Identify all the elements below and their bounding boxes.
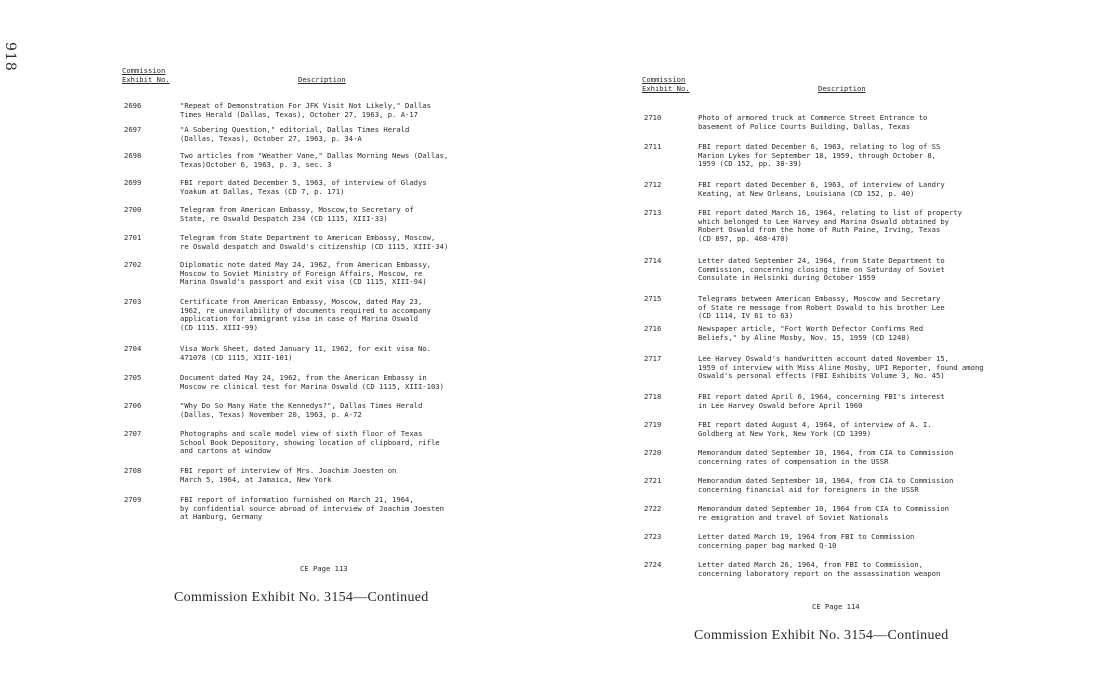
exhibit-description xyxy=(698,209,1022,243)
exhibit-description xyxy=(698,181,1022,198)
description-line: Memorandum dated September 10, 1964, from CIA to Commission xyxy=(698,448,954,457)
description-line: Telegram from American Embassy, Moscow,to Secretary of xyxy=(180,205,414,214)
exhibit-number: 2722 xyxy=(644,504,662,513)
exhibit-number: 2712 xyxy=(644,180,662,189)
page-number: 918 xyxy=(2,42,18,72)
description-line: Letter dated March 19, 1964 from FBI to Commission xyxy=(698,532,915,541)
exhibit-description xyxy=(698,505,1022,522)
exhibit-number: 2701 xyxy=(124,233,142,242)
description-line: FBI report of interview of Mrs. Joachim Joesten on xyxy=(180,466,397,475)
description-line: (CD 1115. XIII-99) xyxy=(180,322,258,332)
description-line: re emigration and travel of Soviet Nationals xyxy=(698,512,889,522)
left-page xyxy=(122,66,482,522)
description-line: Two articles from "Weather Vane," Dallas Morning News (Dallas, xyxy=(180,151,449,160)
exhibit-number: 2704 xyxy=(124,344,142,353)
description-line: Photo of armored truck at Commerce Street Entrance to xyxy=(698,113,928,122)
description-line: Document dated May 24, 1962, from the American Embassy in xyxy=(180,373,427,382)
description-line: in Lee Harvey Oswald before April 1960 xyxy=(698,400,863,410)
description-line: concerning financial aid for foreigners in the USSR xyxy=(698,484,919,494)
exhibit-description xyxy=(180,152,480,169)
exhibit-number: 2717 xyxy=(644,354,662,363)
exhibit-description xyxy=(180,496,480,522)
exhibit-description xyxy=(698,561,1022,578)
description-line: Robert Oswald from the home of Ruth Paine, Irving, Texas xyxy=(698,225,941,235)
exhibit-number: 2706 xyxy=(124,401,142,410)
heading-line-2: Exhibit No. xyxy=(642,84,690,93)
exhibit-number-heading xyxy=(642,75,690,93)
description-line: 1959 of interview with Miss Aline Mosby, UPI Reporter, found among xyxy=(698,362,984,372)
description-line: Beliefs," by Aline Mosby, Nov. 15, 1959 (CD 1240) xyxy=(698,332,911,342)
exhibit-description xyxy=(180,467,480,484)
left-caption: Commission Exhibit No. 3154—Continued xyxy=(174,590,429,605)
heading-line-2: Exhibit No. xyxy=(122,75,170,84)
exhibit-description xyxy=(180,298,480,332)
description-line: Keating, at New Orleans, Louisiana (CD 152, p. 40) xyxy=(698,188,915,198)
description-line: March 5, 1964, at Jamaica, New York xyxy=(180,474,332,484)
exhibit-description xyxy=(180,179,480,196)
exhibit-number: 2696 xyxy=(124,101,142,110)
exhibit-number: 2719 xyxy=(644,420,662,429)
exhibit-description xyxy=(698,421,1022,438)
exhibit-description xyxy=(180,261,480,287)
description-line: FBI report dated December 6, 1963, relating to log of SS xyxy=(698,142,941,151)
exhibit-description xyxy=(180,430,480,456)
exhibit-description xyxy=(180,102,480,119)
heading-line-1: Commission xyxy=(122,66,166,75)
exhibit-description xyxy=(180,126,480,143)
exhibit-description xyxy=(180,374,480,391)
description-heading: Description xyxy=(818,84,866,93)
description-line: Memorandum dated September 10, 1964, from CIA to Commission xyxy=(698,476,954,485)
exhibit-description xyxy=(698,393,1022,410)
description-line: Diplomatic note dated May 24, 1962, from American Embassy, xyxy=(180,260,431,269)
description-line: Goldberg at New York, New York (CD 1399) xyxy=(698,428,872,438)
description-line: concerning paper bag marked Q-10 xyxy=(698,540,837,550)
exhibit-description xyxy=(698,533,1022,550)
description-line: "Repeat of Demonstration For JFK Visit Not Likely," Dallas xyxy=(180,101,431,110)
description-line: Moscow to Soviet Ministry of Foreign Affairs, Moscow, re xyxy=(180,268,423,278)
description-line: Memorandum dated September 10, 1964 from CIA to Commission xyxy=(698,504,949,513)
description-line: State, re Oswald Despatch 234 (CD 1115, XIII-33) xyxy=(180,213,388,223)
description-line: by confidential source abroad of interview of Joachim Joesten xyxy=(180,503,444,513)
description-line: Telegram from State Department to American Embassy, Moscow, xyxy=(180,233,436,242)
description-line: Letter dated March 26, 1964, from FBI to Commission, xyxy=(698,560,924,569)
exhibit-number: 2715 xyxy=(644,294,662,303)
exhibit-number: 2703 xyxy=(124,297,142,306)
exhibit-number: 2708 xyxy=(124,466,142,475)
exhibit-description xyxy=(698,449,1022,466)
description-line: at Hamburg, Germany xyxy=(180,512,263,522)
exhibit-number: 2723 xyxy=(644,532,662,541)
exhibit-number: 2711 xyxy=(644,142,662,151)
description-line: Certificate from American Embassy, Moscow, dated May 23, xyxy=(180,297,423,306)
description-line: basement of Police Courts Building, Dallas, Texas xyxy=(698,121,911,131)
exhibit-number: 2705 xyxy=(124,373,142,382)
description-line: of State re message from Robert Oswald to his brother Lee xyxy=(698,302,945,312)
description-line: FBI report dated April 6, 1964, concerning FBI's interest xyxy=(698,392,945,401)
exhibit-number: 2718 xyxy=(644,392,662,401)
right-column-header xyxy=(642,75,1022,107)
description-line: (CD 897, pp. 468-470) xyxy=(698,233,789,243)
description-line: Telegrams between American Embassy, Moscow and Secretary xyxy=(698,294,941,303)
exhibit-description xyxy=(180,234,480,251)
description-line: Newspaper article, "Fort Worth Defector Confirms Red xyxy=(698,324,924,333)
heading-line-1: Commission xyxy=(642,75,686,84)
right-page xyxy=(642,75,1022,578)
exhibit-description xyxy=(698,325,1022,342)
exhibit-number: 2713 xyxy=(644,208,662,217)
description-line: Commission, concerning closing time on Saturday of Soviet xyxy=(698,264,945,274)
description-line: (Dallas, Texas) November 20, 1963, p. A-72 xyxy=(180,409,362,419)
description-line: re Oswald despatch and Oswald's citizenship (CD 1115, XIII-34) xyxy=(180,241,449,251)
description-line: School Book Depository, showing location of clipboard, rifle xyxy=(180,437,440,447)
description-line: Oswald's personal effects (FBI Exhibits Volume 3, No. 45) xyxy=(698,371,945,381)
description-line: Lee Harvey Oswald's handwritten account dated November 15, xyxy=(698,354,949,363)
exhibit-description xyxy=(698,257,1022,283)
exhibit-description xyxy=(180,206,480,223)
exhibit-description xyxy=(180,402,480,419)
exhibit-number: 2700 xyxy=(124,205,142,214)
description-line: FBI report dated December 6, 1963, of interview of Landry xyxy=(698,180,945,189)
exhibit-number: 2702 xyxy=(124,260,142,269)
description-line: concerning rates of compensation in the USSR xyxy=(698,456,889,466)
exhibit-number: 2707 xyxy=(124,429,142,438)
description-line: Marina Oswald's passport and exit visa (CD 1115, XIII-94) xyxy=(180,277,427,287)
right-ce-page: CE Page 114 xyxy=(812,602,860,611)
description-line: Marion Lykes for September 18, 1959, through October 8, xyxy=(698,150,936,160)
exhibit-number: 2721 xyxy=(644,476,662,485)
exhibit-number-heading xyxy=(122,66,170,84)
description-line: FBI report dated December 5, 1963, of interview of Gladys xyxy=(180,178,427,187)
description-line: "Why Do So Many Hate the Kennedys?", Dallas Times Herald xyxy=(180,401,423,410)
exhibit-number: 2716 xyxy=(644,324,662,333)
exhibit-number: 2697 xyxy=(124,125,142,134)
description-line: 1959 (CD 152, pp. 38-39) xyxy=(698,159,802,169)
exhibit-number: 2720 xyxy=(644,448,662,457)
description-line: Moscow re clinical test for Marina Oswald (CD 1115, XIII-103) xyxy=(180,381,444,391)
exhibit-number: 2699 xyxy=(124,178,142,187)
description-line: application for immigrant visa in case of Marina Oswald xyxy=(180,314,418,324)
exhibit-description xyxy=(698,355,1022,381)
description-line: which belonged to Lee Harvey and Marina Oswald obtained by xyxy=(698,216,949,226)
description-line: Letter dated September 24, 1964, from State Department to xyxy=(698,256,945,265)
description-line: 1962, re unavailability of documents required to accompany xyxy=(180,305,431,315)
exhibit-number: 2698 xyxy=(124,151,142,160)
description-line: concerning laboratory report on the assassination weapon xyxy=(698,568,941,578)
description-heading: Description xyxy=(298,75,346,84)
exhibit-description xyxy=(698,114,1022,131)
description-line: Consulate in Helsinki during October 1959 xyxy=(698,273,876,283)
exhibit-number: 2724 xyxy=(644,560,662,569)
exhibit-number: 2710 xyxy=(644,113,662,122)
left-ce-page: CE Page 113 xyxy=(300,564,348,573)
description-line: (CD 1114, IV 61 to 63) xyxy=(698,311,794,321)
description-line: Yoakum at Dallas, Texas (CD 7, p. 171) xyxy=(180,186,345,196)
description-line: 471078 (CD 1115, XIII-101) xyxy=(180,352,293,362)
description-line: FBI report of information furnished on March 21, 1964, xyxy=(180,495,414,504)
exhibit-description xyxy=(180,345,480,362)
description-line: Photographs and scale model view of sixth floor of Texas xyxy=(180,429,423,438)
exhibit-number: 2714 xyxy=(644,256,662,265)
description-line: Texas)October 6, 1963, p. 3, sec. 3 xyxy=(180,159,332,169)
description-line: and cartons at window xyxy=(180,446,271,456)
description-line: FBI report dated August 4, 1964, of interview of A. I. xyxy=(698,420,932,429)
exhibit-description xyxy=(698,477,1022,494)
exhibit-description xyxy=(698,143,1022,169)
left-column-header xyxy=(122,66,482,98)
right-caption: Commission Exhibit No. 3154—Continued xyxy=(694,628,949,643)
description-line: (Dallas, Texas), October 27, 1963, p. 34-A xyxy=(180,133,362,143)
exhibit-number: 2709 xyxy=(124,495,142,504)
description-line: Times Herald (Dallas, Texas), October 27, 1963, p. A-17 xyxy=(180,109,418,119)
description-line: Visa Work Sheet, dated January 11, 1962, for exit visa No. xyxy=(180,344,431,353)
description-line: "A Sobering Question," editorial, Dallas Times Herald xyxy=(180,125,410,134)
exhibit-description xyxy=(698,295,1022,321)
description-line: FBI report dated March 16, 1964, relating to list of property xyxy=(698,208,962,217)
